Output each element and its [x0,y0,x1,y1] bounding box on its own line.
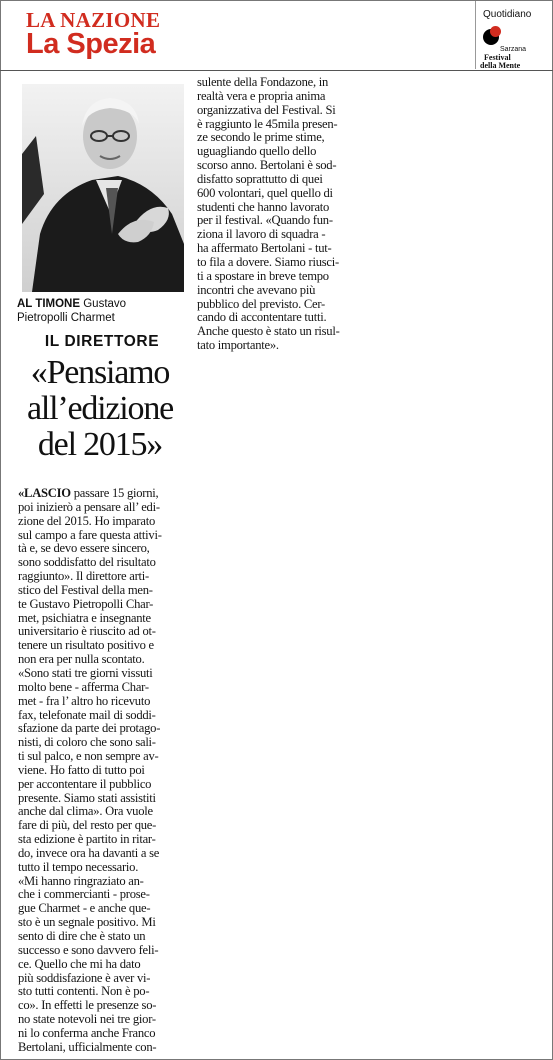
header-divider [0,70,553,71]
body-line: met - fra l’ altro ho ricevuto [18,693,151,708]
body-line: «Mi hanno ringraziato an- [18,873,144,888]
body-line: sul campo a fare questa attivi- [18,527,162,542]
body-line: molto bene - afferma Char- [18,679,149,694]
body-line: non era per nulla scontato. [18,652,145,667]
masthead-edition-name: La Spezia [26,28,156,60]
body-line: met, psichiatra e insegnante [18,610,151,625]
body-line: più soddisfazione è aver vi- [18,970,151,985]
body-line: raggiunto». Il direttore arti- [18,569,149,584]
body-line: gue Charmet - e anche que- [18,901,151,916]
clipping-header [0,0,553,70]
body-line: incontri che avevano più [197,282,316,297]
body-line: no state notevoli nei tre gior- [18,1012,156,1027]
body-line: organizzativa del Festival. Si [197,102,336,117]
body-line: sento di dire che è stato un [18,929,146,943]
body-line: ze secondo le prime stime, [197,130,325,145]
body-line: co». In effetti le presenze so- [18,998,157,1013]
article-body-left-column [18,487,188,1055]
source-logo-box [475,1,553,69]
body-line: ha affermato Bertolani - tut- [197,241,332,256]
festival-name-line1: Festival [484,53,511,62]
caption-name-rest: Pietropolli Charmet [17,312,115,324]
masthead-newspaper-name: LA NAZIONE [26,8,161,32]
body-line [18,487,188,501]
body-line: è raggiunto le 45mila presen- [197,116,338,131]
body-line: sfazione da parte dei protago- [18,721,161,736]
caption-lead: AL TIMONE [17,298,81,310]
body-line: fare di più, del resto per que- [18,818,157,833]
festival-logo-icon [483,29,499,45]
body-line: per accontentare il pubblico [18,776,152,791]
body-line: scorso anno. Bertolani è sod- [197,158,337,173]
body-opening-word: «LASCIO [18,486,71,500]
body-line: successo e sono davvero feli- [18,942,159,957]
publication-kind: Quotidiano [483,9,532,20]
body-line: anche dal clima». Ora vuole [18,804,153,819]
article-kicker: IL DIRETTORE [44,333,160,350]
festival-place: Sarzana [500,46,527,53]
body-line: te Gustavo Pietropolli Char- [18,596,154,611]
body-line: tutto il tempo necessario. [18,859,139,874]
body-line: studenti che hanno lavorato [197,199,330,214]
body-line: viene. Ho fatto di tutto poi [18,762,145,777]
body-line: stico del Festival della men- [18,582,153,597]
photo-caption [17,297,187,325]
portrait-photo [22,84,184,292]
body-line: to fila a dovere. Siamo riusci- [197,254,339,269]
title-line: del 2015» [37,426,163,463]
body-line: realtà vera e propria anima [197,88,326,103]
title-line: all’edizione [26,390,174,427]
body-opening-text: passare 15 giorni, [70,486,159,500]
body-line: nisti, di coloro che sono sali- [18,735,156,750]
body-line: sono soddisfatto del risultato [18,555,156,570]
title-line: «Pensiamo [30,354,170,391]
body-line: presente. Siamo stati assistiti [18,790,156,805]
body-line: «Sono stati tre giorni vissuti [18,665,153,680]
body-line: ti sul palco, e non sempre av- [18,749,159,764]
body-line: ce. Quello che mi ha dato [18,956,141,971]
body-line: do, invece ora ha davanti a se [18,845,160,860]
caption-name-part: Gustavo [80,298,127,310]
festival-name-line2: della Mente [480,61,521,70]
body-line: Bertolani, ufficialmente con- [18,1039,157,1054]
article-title [12,355,188,463]
body-line: pubblico del previsto. Cer- [197,296,325,311]
body-line: ziona il lavoro di squadra - [197,227,326,242]
body-line: uguagliando quello dello [197,144,317,159]
body-line: universitario è riuscito ad ot- [18,624,156,639]
body-line: disfatto soprattutto di quei [197,171,323,186]
body-line: ni lo conferma anche Franco [18,1025,156,1040]
body-line: per il festival. «Quando fun- [197,213,333,228]
body-line: sto è un segnale positivo. Mi [18,915,156,930]
portrait-photo-icon [22,84,184,292]
article-body-right-column [197,76,373,353]
body-line: 600 volontari, quel quello di [197,185,333,200]
body-line: cando di accontentare tutti. [197,310,327,325]
body-line: che i commercianti - prose- [18,887,150,902]
body-line: ti a spostare in breve tempo [197,268,329,283]
body-line: tà e, se devo essere sincero, [18,541,150,556]
body-line: sta edizione è partito in ritar- [18,832,156,847]
body-line: poi inizierò a pensare all’ edi- [18,499,160,514]
body-line: tato importante». [197,338,279,353]
body-line: fax, telefonate mail di soddi- [18,707,156,722]
body-line: zione del 2015. Ho imparato [18,513,155,528]
body-line: sto tutti contenti. Non è po- [18,984,150,999]
body-line: sulente della Fondazone, in [197,75,329,89]
body-line: tenere un risultato positivo e [18,638,154,653]
body-line: Anche questo è stato un risul- [197,324,340,339]
